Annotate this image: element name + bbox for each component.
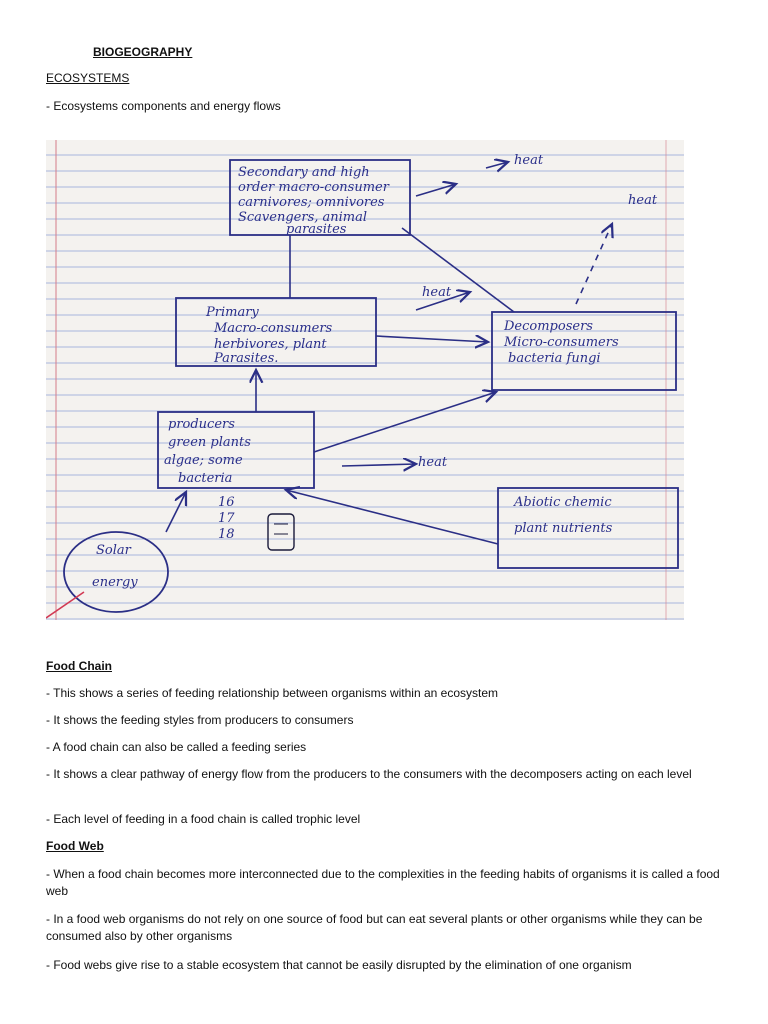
decomposers-label: Decomposers Micro-consumers bacteria fungi [504,319,619,366]
ecosystems-description: - Ecosystems components and energy flows [46,99,281,113]
primary-label: Primary Macro-consumers herbivores, plant Parasites. [206,305,333,366]
food-web-item: - When a food chain becomes more interconnected due to the complexities in the feeding habits of organisms it is called a food web [46,867,720,898]
section-heading-food-web: Food Web [46,839,104,853]
abiotic-label: Abiotic chemic plant nutrients [514,495,613,536]
heat-label: heat [628,193,658,208]
food-web-item: - Food webs give rise to a stable ecosystem that cannot be easily disrupted by the elimination of one organism [46,958,632,972]
secondary-label: Secondary and high order macro-consumer carnivores; omnivores Scavengers, animal parasites [238,165,389,237]
food-chain-item: - It shows a clear pathway of energy flow from the producers to the consumers with the decomposers acting on each level [46,767,692,781]
handwritten-diagram-photo [46,140,684,620]
section-heading-food-chain: Food Chain [46,659,112,673]
producers-label: producers green plants algae; some bacteria [164,417,251,486]
food-chain-item: - It shows the feeding styles from producers to consumers [46,713,354,727]
food-chain-item: - Each level of feeding in a food chain is called trophic level [46,812,361,826]
heat-label: heat [418,455,448,470]
heat-label: heat [422,285,452,300]
margin-number: 17 [218,511,235,526]
margin-number: 16 [218,495,235,510]
section-heading-ecosystems: ECOSYSTEMS [46,71,130,85]
food-chain-item: - This shows a series of feeding relationship between organisms within an ecosystem [46,686,499,700]
margin-number: 18 [218,527,235,542]
food-web-item: - In a food web organisms do not rely on one source of food but can eat several plants or other organisms while they can be consumed also by other organisms [46,912,703,943]
heat-label: heat [514,153,544,168]
solar-label: Solar energy [92,543,138,590]
document-title: BIOGEOGRAPHY [93,45,193,59]
food-chain-item: - A food chain can also be called a feeding series [46,740,307,754]
